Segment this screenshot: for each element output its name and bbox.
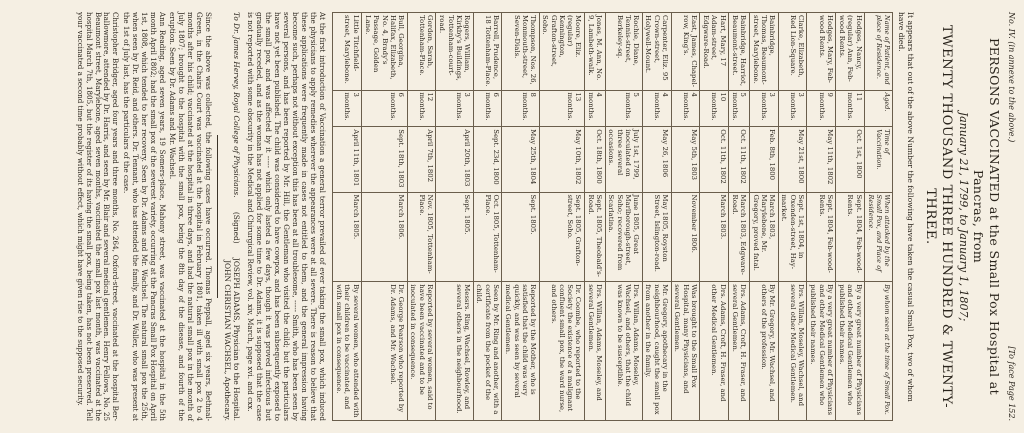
cell-seen-by: Dr. Coombe, who reported to the Society the existence of a malignant confluent small pox, the ward nurse, and others.	[539, 282, 584, 421]
cell-name-residence: Barrell, Prudence, 18 Tottenham-Place.	[473, 13, 502, 91]
header-time-vaccination: Time of Vaccination.	[865, 127, 892, 192]
cell-seen-by: Drs. Willan, Adams, Moseley, and several Gentlemen.	[584, 282, 605, 421]
notes-paragraph: At the first introduction of Vaccination a general terror prevailed of ever taking the small pox, which induced the physicians to apply remedies wherever the appearances were at all severe. There is reason to believe that these applications were frequently made in cases not entitled to them, and the general impression having become such, perhaps not without exception this has been at all troublesome, ----- Smith, who has been seen by several persons, and has been reported by Mr. Hill, the Gentleman who visited the child; but the particulars have not yet been published. The child was considered to have cowpox, and has been subsequently exposed to the small pox, and was affected by it ----- which only lasted a few days, though it was proved infectious but gradually receded, and as the woman has not applied for some time to Dr. Adams, it is supposed that the case is not reported with some obscurity in the Medical and Chirurgical Review, vol. xiv, March, page xvi. and cxx.	[246, 12, 328, 421]
table-row	[605, 13, 642, 421]
cell-seen-by: Seen by Mr. Ring and another, with a certificate from the pocket of the child.	[473, 282, 502, 421]
cell-aged: 3 months.	[333, 90, 362, 127]
header-left: No. IV. (in annexe to the above.)	[1007, 12, 1016, 143]
header-when-attacked: When attacked by the Small Pox, and Place of Residence.	[865, 192, 892, 282]
cell-name-residence: Gordon, Sarah, Tottenham-Place.	[407, 13, 436, 91]
cell-seen-by: Reported by the Mother, who is satisfied that the child was very quickly, and was seen by several medical Gentlemen.	[502, 282, 539, 421]
cell-seen-by: By a very great number of Physicians and other Medical Gentlemen who published their names.	[807, 282, 836, 421]
cell-seen-by: By a very great number of Physicians and other Medical Gentlemen who published their names.	[836, 282, 865, 421]
cell-name-residence: Little Titchfield-street, Marylebone.	[333, 13, 362, 91]
cell-time-vaccination: May 26, 1806	[642, 127, 671, 192]
header-aged: Aged.	[865, 90, 892, 127]
table-row	[473, 13, 502, 421]
table-row	[584, 13, 605, 421]
table-row	[749, 13, 778, 421]
cell-aged: 10 months.	[700, 90, 729, 127]
cell-name-residence: East, James, Chapel-row, King's.	[671, 13, 700, 91]
cell-aged: 8 months.	[502, 90, 539, 127]
cell-when-attacked: Sept. 1st, 1804, in Oxenden-street, Hay-market.	[778, 192, 807, 282]
cell-time-vaccination: Oct. 1st, 1800	[836, 127, 865, 192]
cell-time-vaccination: Sept. 23d, 1800	[473, 127, 502, 192]
table-row	[642, 13, 671, 421]
cell-name-residence: Rochie, Diane, Tennis-street, Berkeley-sq.	[605, 13, 642, 91]
cell-name-residence: Bainbridge, Harriot, Beaumont-street.	[729, 13, 750, 91]
case-paragraph-3: Christopher Bridger, aged four years and three months, No. 264, Oxford-street, vaccinated at the hospital Ber-hallowmore, attended by Dr. Harris, and seen by Mr. Blair and several medical gentlemen. Henry Fellows, No. 25 Beaumont street, Marylebone, aged seven months, vaccinated the small pox last month, was vaccinated at the hospital March 7th, 1805, but the register of its having the small pox, being taken, has not been preserved. Tell your vaccinated a second time probably without effect, which might have given rise to the supposed security.	[75, 12, 121, 421]
table-row	[700, 13, 729, 421]
cell-when-attacked: Sept. 1805.	[502, 192, 539, 282]
cell-when-attacked: Sept. 1805.	[436, 192, 473, 282]
cell-aged: 5 months.	[729, 90, 750, 127]
cell-when-attacked: Sept. 1805, Theobald's-Road.	[584, 192, 605, 282]
cell-when-attacked: March 1803.	[700, 192, 729, 282]
table-row	[362, 13, 407, 421]
table-row	[436, 13, 473, 421]
document-dates: January 21, 1799, to January 1, 1807;	[956, 111, 970, 322]
cell-aged: 3 months.	[778, 90, 807, 127]
document-title: PERSONS VACCINATED at the Small Pox Hospital at Pancras, from	[971, 38, 1002, 395]
table-row	[539, 13, 584, 421]
cell-time-vaccination: April 20th, 1803	[436, 127, 473, 192]
cell-time-vaccination: April 7th, 1802	[407, 127, 436, 192]
signature-name-1: JOSEPH ADAMS, Physician to the Hospital.	[232, 257, 242, 421]
case-paragraph-2: Ann Reading, aged seven years, 19 Somers-place, Mahony street, was vaccinated at the hospital in the 5th month April 1802; had the small pox of the severest variety, occurring at the Pancras Small Pox Hospital on April 1st, 1808, which tended to her recovery. Seen by Dr. Adams and Mr. Wachsel. The natural small pox the 25th, when seen by Dr. Reid, and others. Dr. Tennant, who has attended the family, and Dr. Waller, who was present at the 1st of July last, has the particulars of the case.	[122, 12, 167, 421]
table-row	[729, 13, 750, 421]
table-row	[671, 13, 700, 421]
cell-aged: 3 months.	[436, 90, 473, 127]
document-total: TWENTY THOUSAND THREE HUNDRED & TWENTY-THREE.	[922, 24, 954, 409]
cell-name-residence: Thompson, Nos. 26, Monmouth-street, Seven-Dials.	[502, 13, 539, 91]
cell-seen-by: Drs. Adams, Croft, H. Fraser, and other Medical Gentlemen.	[700, 282, 729, 421]
cell-name-residence: Rogers, William, Kirkby's Buildings, Tottenham-court-road.	[436, 13, 473, 91]
table-row	[407, 13, 436, 421]
cell-seen-by: Messrs. Ring, Wachsel, Rowley, and several others in the neighbourhood.	[436, 282, 473, 421]
header-right: [To face Page 152.	[1007, 346, 1016, 421]
signature-block	[223, 12, 242, 421]
page-header	[1006, 12, 1016, 421]
cell-when-attacked: Sept. 1805, Grafton-street, Soho.	[539, 192, 584, 282]
cell-time-vaccination: Oct. 18th, 1800	[584, 127, 605, 192]
cell-when-attacked: March 1803, Marylebone, Mr. Gregory, proved fatal.	[749, 192, 778, 282]
cell-when-attacked: Nov. 1805, Tottenham-Place.	[407, 192, 436, 282]
cell-seen-by: Drs. Adams, Croft, H. Fraser, and several Gentlemen.	[729, 282, 750, 421]
cell-time-vaccination: May 21st, 1800	[778, 127, 807, 192]
cell-seen-by: Reported by several women, said to have been vaccinated and to be inoculated in consequence.	[407, 282, 436, 421]
signature-names	[223, 258, 242, 421]
cell-name-residence: Bull, Georgina, Halifax, Elizabeth, No. 4, Brady's Passage, Golden Lane.	[362, 13, 407, 91]
cell-seen-by: Dr. George Pearson who reported by Dr. Adams, and Mr. Wachsel.	[362, 282, 407, 421]
table-row	[807, 13, 836, 421]
cell-name-residence: Jones, M. Ann, No. 9, Lambeth-walk.	[584, 13, 605, 91]
cell-when-attacked: March 1806.	[362, 192, 407, 282]
cell-time-vaccination: May 25th, 1804	[502, 127, 539, 192]
divider-rule	[217, 135, 218, 299]
case-paragraph-1: Since the above was collected, the following cases have occurred. Thomas Peppall, aged six years, Bethnal-Green, in the Chairs Court was vaccinated at the hospital in February 1801, taken ill with small pox 2 to 4 months after his child; vaccinated at the hospital in three days, and had the natural small pox in the month of July 1807; brought to the hospital with the small pox, being the 8th day of the disease, and fourth of the eruption. Seen by Dr. Adams and Mr. Wachsel.	[168, 12, 213, 421]
cases-table	[332, 12, 892, 421]
cell-aged: 6 months.	[473, 90, 502, 127]
cell-when-attacked: May 1805, Royston Street, Islington-road.	[642, 192, 671, 282]
signature-signed: (Signed)	[232, 211, 242, 244]
signature-name-2: JOHN CHRISTIAN WACHSEL, Apothecary.	[223, 260, 233, 421]
intro-text: It appears that out of the above Number the following have taken the casual Small Pox, two of whom have died.	[897, 12, 916, 402]
cell-seen-by: Was brought to the Small Pox Hospital, many Physicians, and several Gentlemen.	[671, 282, 700, 421]
cell-aged: 5 months.	[605, 90, 642, 127]
cell-when-attacked: Sept. 1804, Feb-wood-Rents.	[836, 192, 865, 282]
cell-time-vaccination: Sept. 18th, 1803	[362, 127, 407, 192]
cell-name-residence: Hart, Mary, 17 Adam-street, Edgware-Road.	[700, 13, 729, 91]
cell-aged: 4 months.	[671, 90, 700, 127]
cell-aged: 12 months.	[407, 90, 436, 127]
header-name-residence: Name of Patient, and place of Residence.	[865, 13, 892, 91]
cell-seen-by: By Mr. Gregory, Mr. Wachsel, and others of the profession.	[749, 282, 778, 421]
cell-name-residence: Carpenter, Eliz. 95 Crown-street, Holywell-Mount.	[642, 13, 671, 91]
cell-when-attacked: Sept. 1804, Feb-wood-Rents.	[807, 192, 836, 282]
additional-cases	[75, 12, 212, 421]
header-seen-by: By whom seen at the time of Small Pox.	[865, 282, 892, 421]
cell-time-vaccination: Oct. 11th, 1802	[700, 127, 729, 192]
cell-aged: 4 months.	[642, 90, 671, 127]
cell-seen-by: By several women, who attended with their children to be vaccinated, and with small pox in consequence.	[333, 282, 362, 421]
cell-aged: 9 months.	[807, 90, 836, 127]
cell-when-attacked: March 1805.	[333, 192, 362, 282]
cell-aged: 3 months.	[749, 90, 778, 127]
cell-name-residence: Bainbridge, Thomas, Beaumont-street, Marylebone.	[749, 13, 778, 91]
table-header-row	[865, 13, 892, 421]
cell-time-vaccination: May 5th, 1803	[671, 127, 700, 192]
table-row	[333, 13, 362, 421]
cell-aged: 6 months.	[362, 90, 407, 127]
cell-aged: 13 months.	[539, 90, 584, 127]
cell-seen-by: Drs. Willan, Moseley, Wachsel, and several other Medical Gentlemen.	[778, 282, 807, 421]
table-row	[502, 13, 539, 421]
table-row	[836, 13, 865, 421]
cell-time-vaccination: Oct. 11th, 1802	[729, 127, 750, 192]
cell-time-vaccination: May 10th, 1802	[539, 127, 584, 192]
cell-time-vaccination: July 1st, 1799, inoculated on three several occasions.	[605, 127, 642, 192]
cell-name-residence: Moore, Eliz. (regular) Kennington, Grafton-street, Soho.	[539, 13, 584, 91]
cell-name-residence: Hodges, Nancy, (regular) Ann, Feb-wood Rents.	[836, 13, 865, 91]
cell-seen-by: Drs. Willan, Adams, Moseley, Wachsel, and others, that the child was known to be susceptible.	[605, 282, 642, 421]
signature-addressee: To Dr. James Hervey, Royal College of Physicians.	[232, 12, 242, 198]
cell-time-vaccination: April 11th, 1801	[333, 127, 362, 192]
cell-when-attacked: Oct. 1805, Tottenham-Place.	[473, 192, 502, 282]
cell-time-vaccination: May 11th, 1802	[807, 127, 836, 192]
cell-seen-by: Mr. Gregory, apothecary in the neighbourhood, caught the small pox from another in the family.	[642, 282, 671, 421]
cell-time-vaccination: Feb. 8th, 1800	[749, 127, 778, 192]
cell-name-residence: Hodges, Mary, Feb-wood Rents.	[807, 13, 836, 91]
cell-when-attacked: March 1803, Edgware-Road.	[729, 192, 750, 282]
cell-when-attacked: June 1805, Great Marlborough-street, Soho; recovered from Scarlatina.	[605, 192, 642, 282]
cell-aged: 11 months.	[836, 90, 865, 127]
cell-when-attacked: November 1806.	[671, 192, 700, 282]
cell-aged: 4 months.	[584, 90, 605, 127]
cell-name-residence: Clarke, Elizabeth, Red Lion-Square.	[778, 13, 807, 91]
table-row	[778, 13, 807, 421]
